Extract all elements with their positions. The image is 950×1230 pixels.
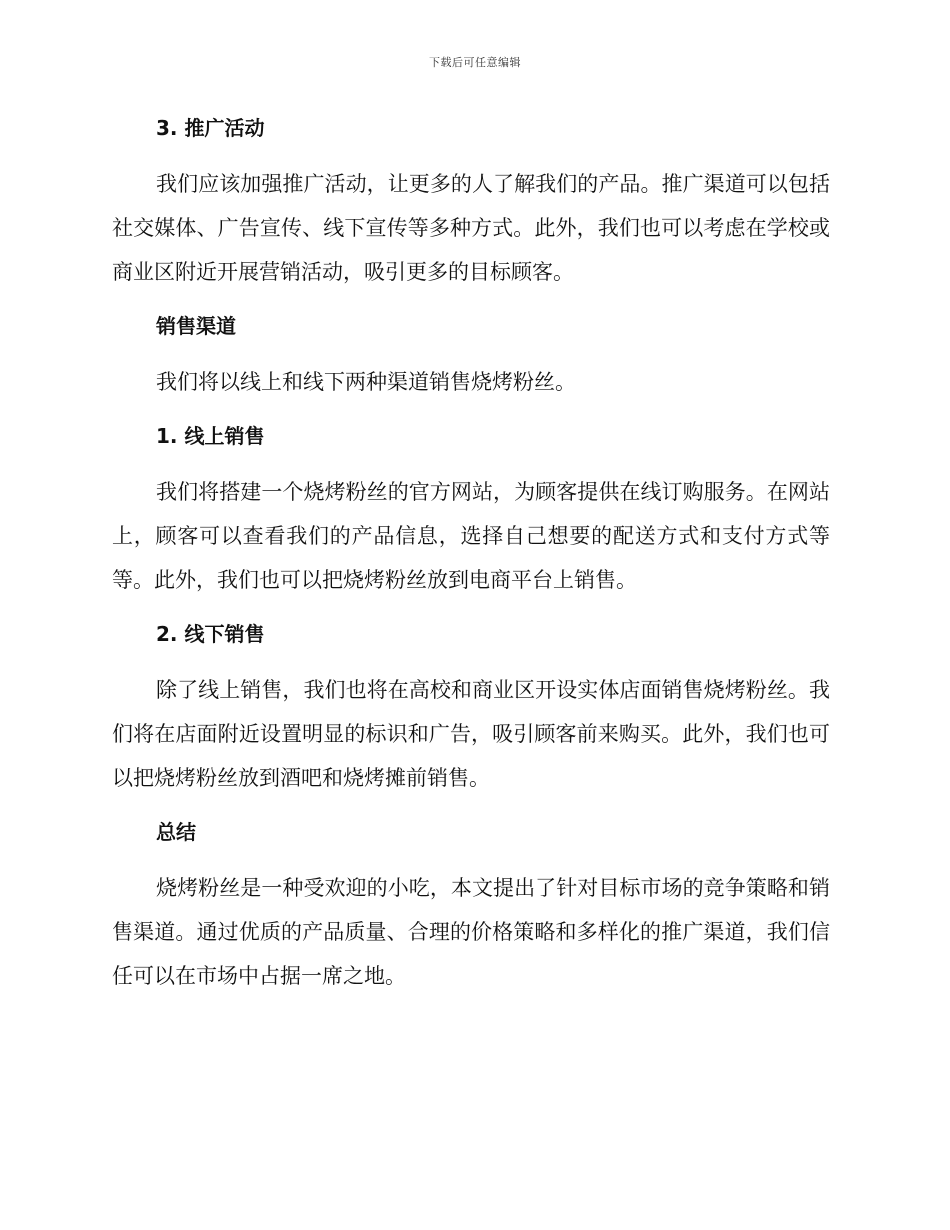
section-heading-sales-channels: 销售渠道 (156, 314, 236, 338)
section-heading-summary: 总结 (156, 820, 196, 844)
section-paragraph-offline-sales: 除了线上销售，我们也将在高校和商业区开设实体店面销售烧烤粉丝。我们将在店面附近设置明显的标识和广告，吸引顾客前来购买。此外，我们也可以把烧烤粉丝放到酒吧和烧烤摊前销售。 (112, 678, 830, 790)
page-header: 下载后可任意编辑 (429, 56, 521, 69)
section-heading-offline-sales: 2. 线下销售 (156, 622, 265, 646)
section-paragraph-promotion: 我们应该加强推广活动，让更多的人了解我们的产品。推广渠道可以包括社交媒体、广告宣传、线下宣传等多种方式。此外，我们也可以考虑在学校或商业区附近开展营销活动，吸引更多的目标顾客。 (112, 172, 830, 284)
section-paragraph-sales-channels: 我们将以线上和线下两种渠道销售烧烤粉丝。 (156, 370, 576, 394)
section-paragraph-summary: 烧烤粉丝是一种受欢迎的小吃，本文提出了针对目标市场的竞争策略和销售渠道。通过优质的产品质量、合理的价格策略和多样化的推广渠道，我们信任可以在市场中占据一席之地。 (112, 876, 830, 988)
section-heading-online-sales: 1. 线上销售 (156, 424, 265, 448)
section-heading-promotion: 3. 推广活动 (156, 116, 265, 140)
section-paragraph-online-sales: 我们将搭建一个烧烤粉丝的官方网站，为顾客提供在线订购服务。在网站上，顾客可以查看我们的产品信息，选择自己想要的配送方式和支付方式等等。此外，我们也可以把烧烤粉丝放到电商平台上销售。 (112, 480, 830, 592)
document-body (112, 108, 830, 998)
